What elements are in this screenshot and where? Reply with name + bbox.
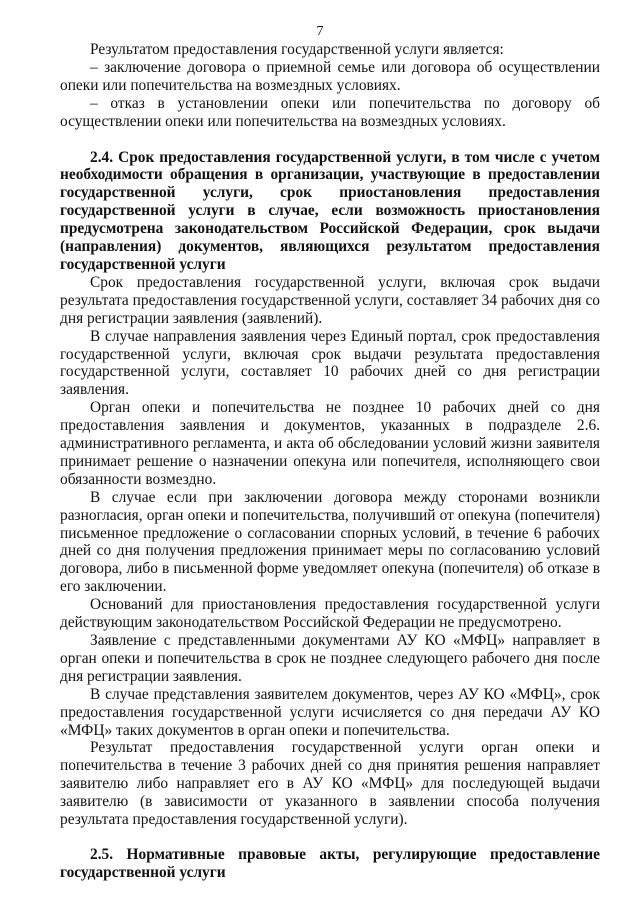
section-2-4-paragraph: Результат предоставления государственной услуги орган опеки и попечительства в течение 3 рабочих дней со дня принятия решения направляет заявителю либо направляет его в АУ КО «МФЦ» для последующей выдачи заявителю (в зависимости от указанного в заявлении способа получения результата предоставления государственной услуги).	[60, 739, 600, 829]
section-2-4-paragraph: Оснований для приостановления предоставления государственной услуги действующим законодательством Российской Федерации не предусмотрено.	[60, 596, 600, 632]
section-2-4-paragraph: В случае представления заявителем документов, через АУ КО «МФЦ», срок предоставления государственной услуги исчисляется со дня передачи АУ КО «МФЦ» таких документов в орган опеки и попечительства.	[60, 685, 600, 739]
result-intro: Результатом предоставления государственной услуги является:	[90, 41, 504, 58]
section-2-4-paragraph: Срок предоставления государственной услуги, включая срок выдачи результата предоставления государственной услуги, составляет 34 рабочих дня со дня регистрации заявления (заявлений).	[60, 273, 600, 327]
section-2-4-paragraph: Орган опеки и попечительства не позднее 10 рабочих дней со дня предоставления заявления и документов, указанных в подразделе 2.6. административного регламента, и акта об обследовании условий жизни заявителя принимает решение о назначении опекуна или попечителя, исполняющего свои обязанности возмездно.	[60, 399, 600, 488]
section-2-4-heading: 2.4. Срок предоставления государственной услуги, в том числе с учетом необходимости обращения в организации, участвующие в предоставлении государственной услуги, срок приостановления предоставления государственной услуги в случае, если возможность приостановления предусмотрена законодательством Российской Федерации, срок выдачи (направления) документов, являющихся результатом предоставления государственной услуги	[60, 148, 600, 273]
page-number: 7	[316, 24, 324, 39]
section-2-4-paragraph: Заявление с представленными документами АУ КО «МФЦ» направляет в орган опеки и попечительства в срок не позднее следующего рабочего дня после дня регистрации заявления.	[60, 632, 600, 685]
result-item-2: – отказ в установлении опеки или попечительства по договору об осуществлении опеки или попечительства на возмездных условиях.	[60, 94, 600, 130]
section-spacer	[60, 131, 600, 149]
section-2-4-paragraph: В случае если при заключении договора между сторонами возникли разногласия, орган опеки и попечительства, получивший от опекуна (попечителя) письменное предложение о согласовании спорных условий, в течение 6 рабочих дней со дня получения предложения принимает меры по согласованию условий договора, либо в письменной форме уведомляет опекуна (попечителя) об отказе в его заключении.	[60, 488, 600, 596]
section-2-5-heading: 2.5. Нормативные правовые акты, регулирующие предоставление государственной услуги	[60, 845, 600, 881]
result-item-1: – заключение договора о приемной семье или договора об осуществлении опеки или попечительства на возмездных условиях.	[60, 58, 600, 94]
section-2-4-paragraph: В случае направления заявления через Единый портал, срок предоставления государственной услуги, включая срок выдачи результата предоставления государственной услуги, составляет 10 рабочих дней со дня регистрации заявления.	[60, 327, 600, 399]
document-body	[60, 41, 600, 882]
section-spacer	[60, 829, 600, 846]
